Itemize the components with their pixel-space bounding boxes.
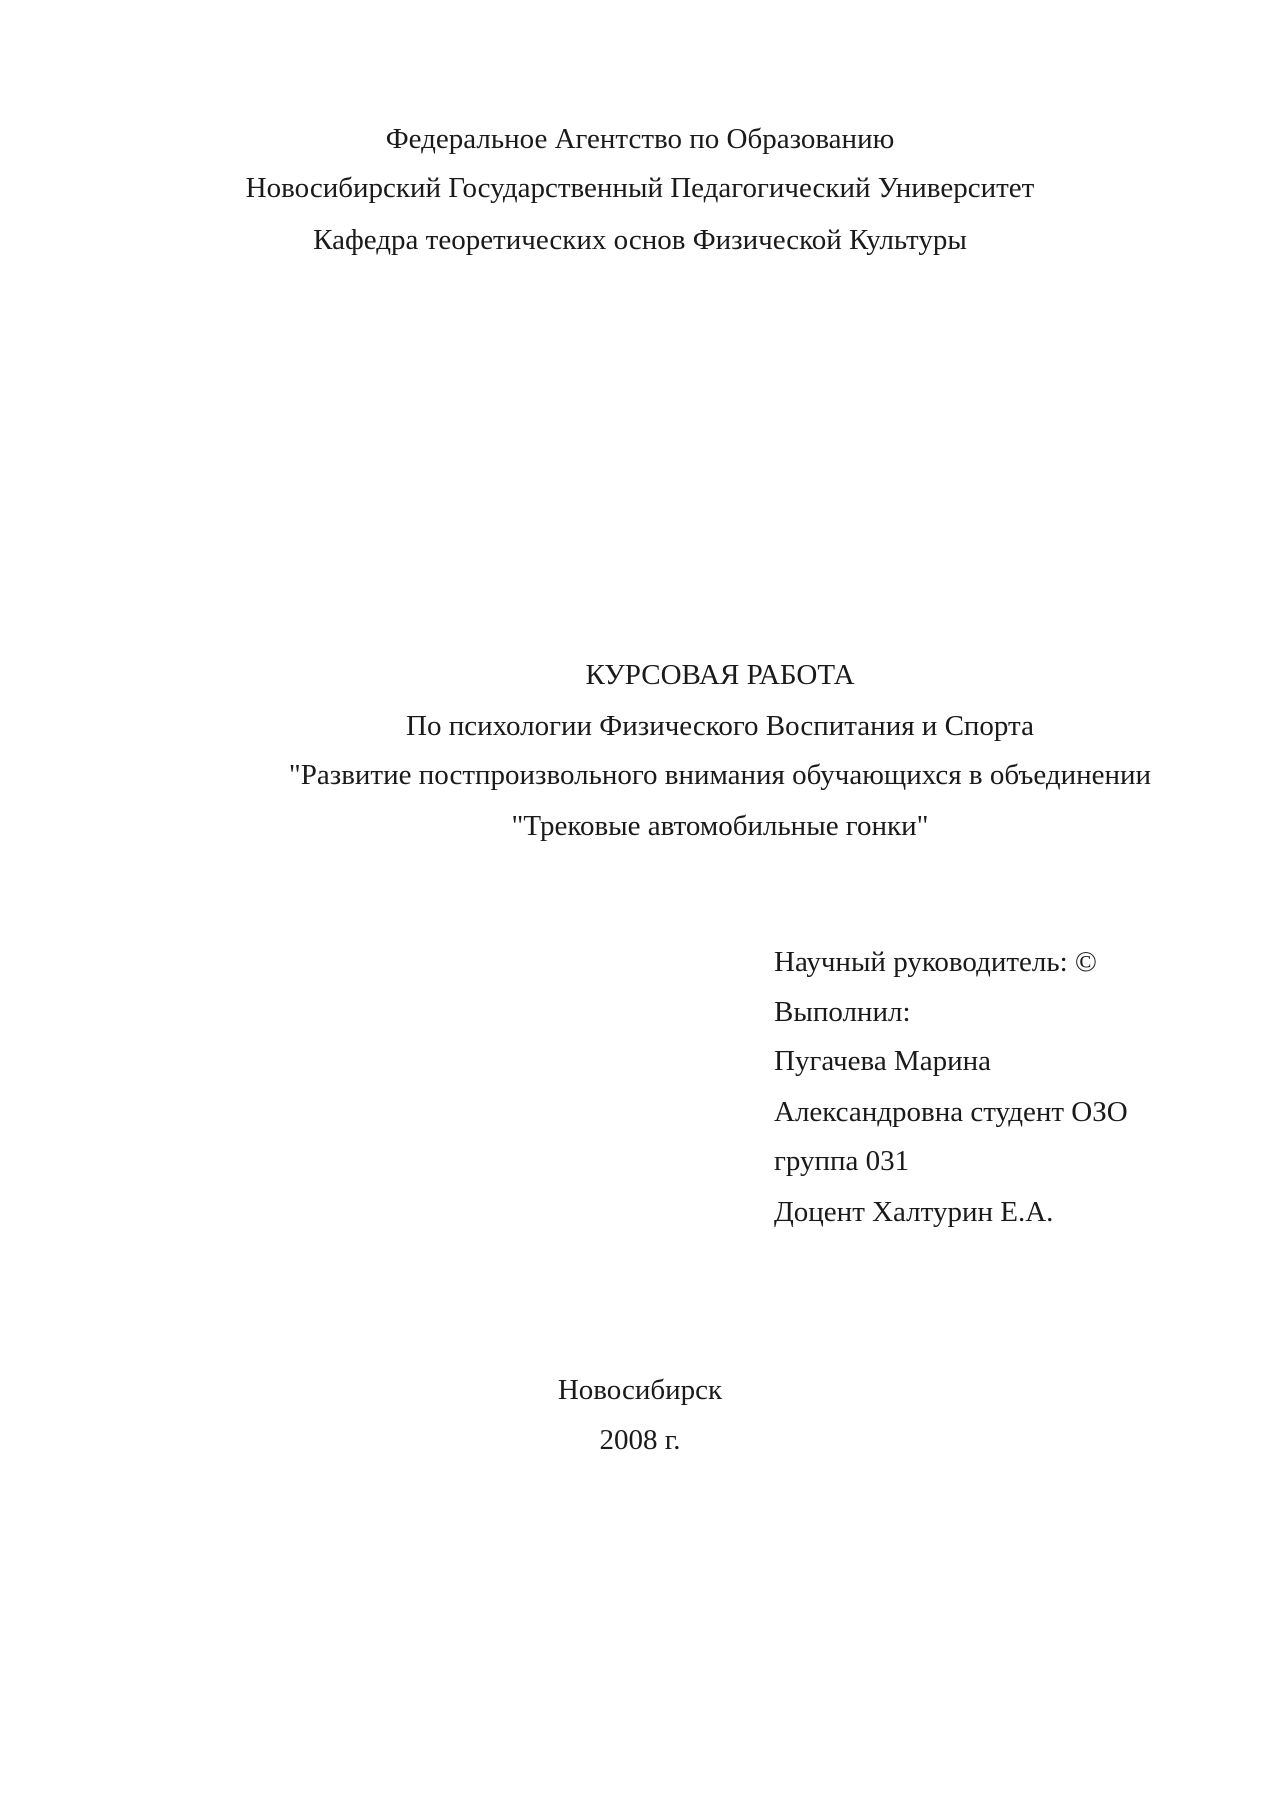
student-name-line-1: Пугачева Марина xyxy=(774,1045,992,1077)
institution-agency: Федеральное Агентство по Образованию xyxy=(385,123,895,155)
student-name-line-2: Александровна студент ОЗО xyxy=(774,1096,1128,1128)
student-group: группа 031 xyxy=(774,1145,910,1177)
footer-city: Новосибирск xyxy=(557,1374,723,1406)
document-type: КУРСОВАЯ РАБОТА xyxy=(585,659,855,691)
institution-university: Новосибирский Государственный Педагогический Университет xyxy=(245,172,1035,204)
performed-label: Выполнил: xyxy=(774,996,911,1028)
supervisor-label: Научный руководитель: © xyxy=(774,946,1097,978)
document-topic-line-2: "Трековые автомобильные гонки" xyxy=(511,810,929,842)
institution-department: Кафедра теоретических основ Физической Культуры xyxy=(313,224,967,256)
document-subject: По психологии Физического Воспитания и Спорта xyxy=(406,710,1034,742)
footer-year: 2008 г. xyxy=(599,1424,681,1456)
supervisor-name: Доцент Халтурин Е.А. xyxy=(774,1196,1054,1228)
document-topic-line-1: "Развитие постпроизвольного внимания обучающихся в объединении xyxy=(288,759,1152,791)
